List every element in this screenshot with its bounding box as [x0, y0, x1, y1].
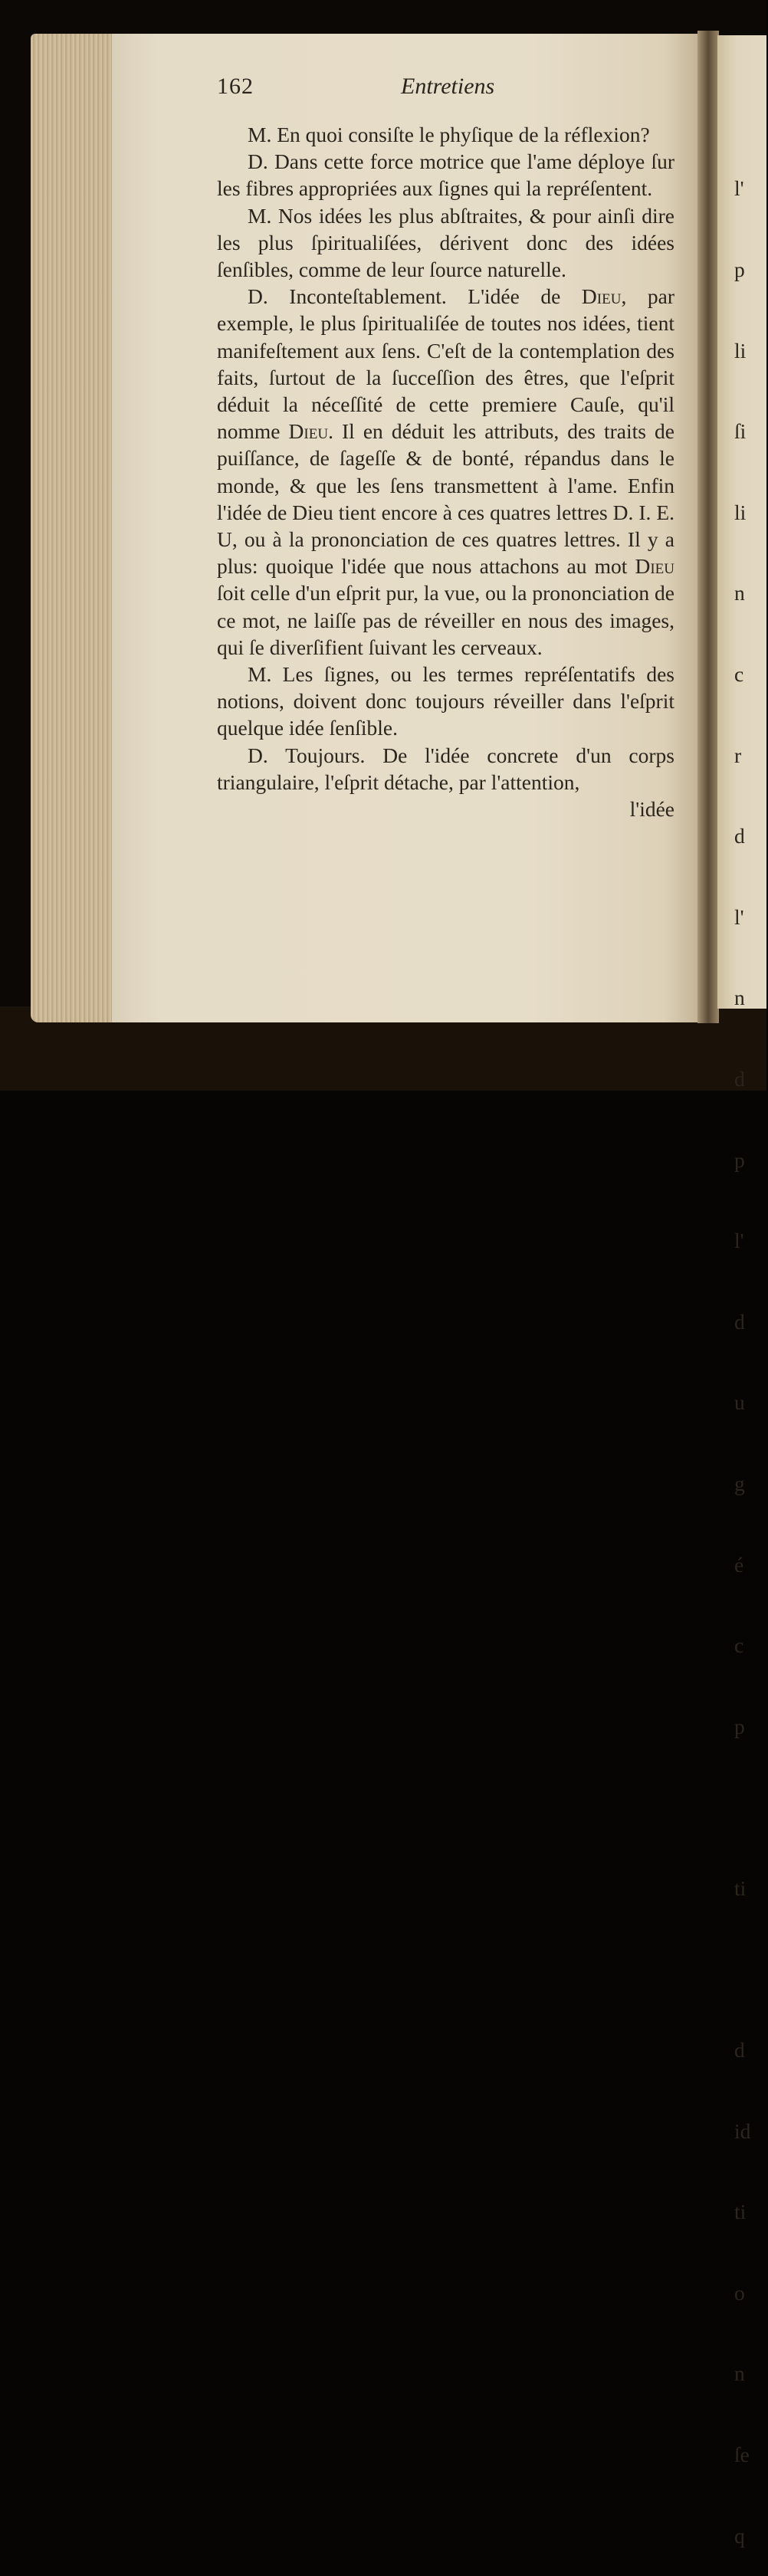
facing-line: p [734, 1147, 745, 1172]
facing-line: ti [734, 2200, 747, 2224]
facing-line: l' [734, 1229, 744, 1253]
facing-line [734, 1955, 768, 1982]
paragraph: M. En quoi consiſte le phyſique de la réflexion? [248, 123, 650, 146]
facing-line: p [734, 1714, 745, 1738]
facing-line: q [734, 2523, 745, 2548]
facing-line: l' [734, 176, 744, 201]
paragraph: D. Toujours. De l'idée concrete d'un corps triangulaire, l'eſprit détache, par l'attention, [217, 743, 674, 794]
facing-line: n [734, 986, 745, 1010]
paragraph: M. Nos idées les plus abſtraites, & pour ainſi dire les plus ſpiritualiſées, dérivent donc des idées ſenſibles, comme de leur ſource naturelle. [217, 203, 674, 282]
facing-line: d [734, 824, 745, 848]
facing-line: ti [734, 1875, 747, 1900]
facing-line: c [734, 1633, 744, 1658]
facing-line: li [734, 500, 747, 524]
facing-line: d [734, 1309, 745, 1334]
facing-line: ſi [734, 419, 747, 444]
facing-line: r [734, 743, 742, 767]
paragraph: M. Les ſignes, ou les termes repréſentatifs des notions, doivent donc toujours réveiller dans l'eſprit quelque idée ſenſible. [217, 662, 674, 740]
paragraph: D. Inconteſtablement. L'idée de Dieu, par exemple, le plus ſpiritualiſée de toutes nos idées, tient manifeſtement aux ſens. C'eſt de la contemplation des faits, ſurtout de la ſucceſſion des êtres, que l'eſprit déduit la néceſſité de cette premiere Cauſe, qu'il nomme Dieu. Il en déduit les attributs, des traits de puiſſance, de ſageſſe & de bonté, répandus dans le monde, & que les ſens transmettent à l'ame. Enfin l'idée de Dieu tient encore à ces quatres lettres D. I. E. U, ou à la prononciation de ces quatres lettres. Il y a plus: quoique l'idée que nous attachons au mot Dieu ſoit celle d'un eſprit pur, la vue, ou la prononciation de ce mot, ne laiſſe pas de réveiller en nous des images, qui ſe diverſifient ſuivant les cerveaux. [217, 284, 674, 659]
facing-line: d [734, 1066, 745, 1091]
facing-line: u [734, 1390, 745, 1415]
facing-line: n [734, 581, 745, 605]
facing-line: o [734, 2280, 745, 2305]
facing-line [734, 1793, 768, 1820]
facing-line: id [734, 2118, 751, 2143]
running-head [217, 74, 677, 101]
paragraph: D. Dans cette force motrice que l'ame déploye ſur les fibres appropriées aux ſignes qui la repréſentent. [217, 149, 674, 201]
facing-line: p [734, 258, 745, 281]
facing-line: é [734, 1552, 744, 1577]
facing-line: d [734, 2038, 745, 2062]
book-gutter [697, 31, 719, 1023]
main-text [217, 121, 674, 822]
facing-line: l' [734, 904, 744, 929]
facing-line: li [734, 338, 747, 363]
facing-line: c [734, 661, 744, 686]
page-number: 162 [217, 74, 254, 99]
catchword: l'idée [629, 797, 674, 822]
facing-page-text [734, 121, 768, 2576]
facing-line: ſe [734, 2443, 750, 2467]
facing-line: n [734, 2361, 745, 2386]
page-edges [31, 34, 117, 1022]
facing-line: g [734, 1471, 745, 1495]
running-title: Entretiens [401, 74, 495, 99]
